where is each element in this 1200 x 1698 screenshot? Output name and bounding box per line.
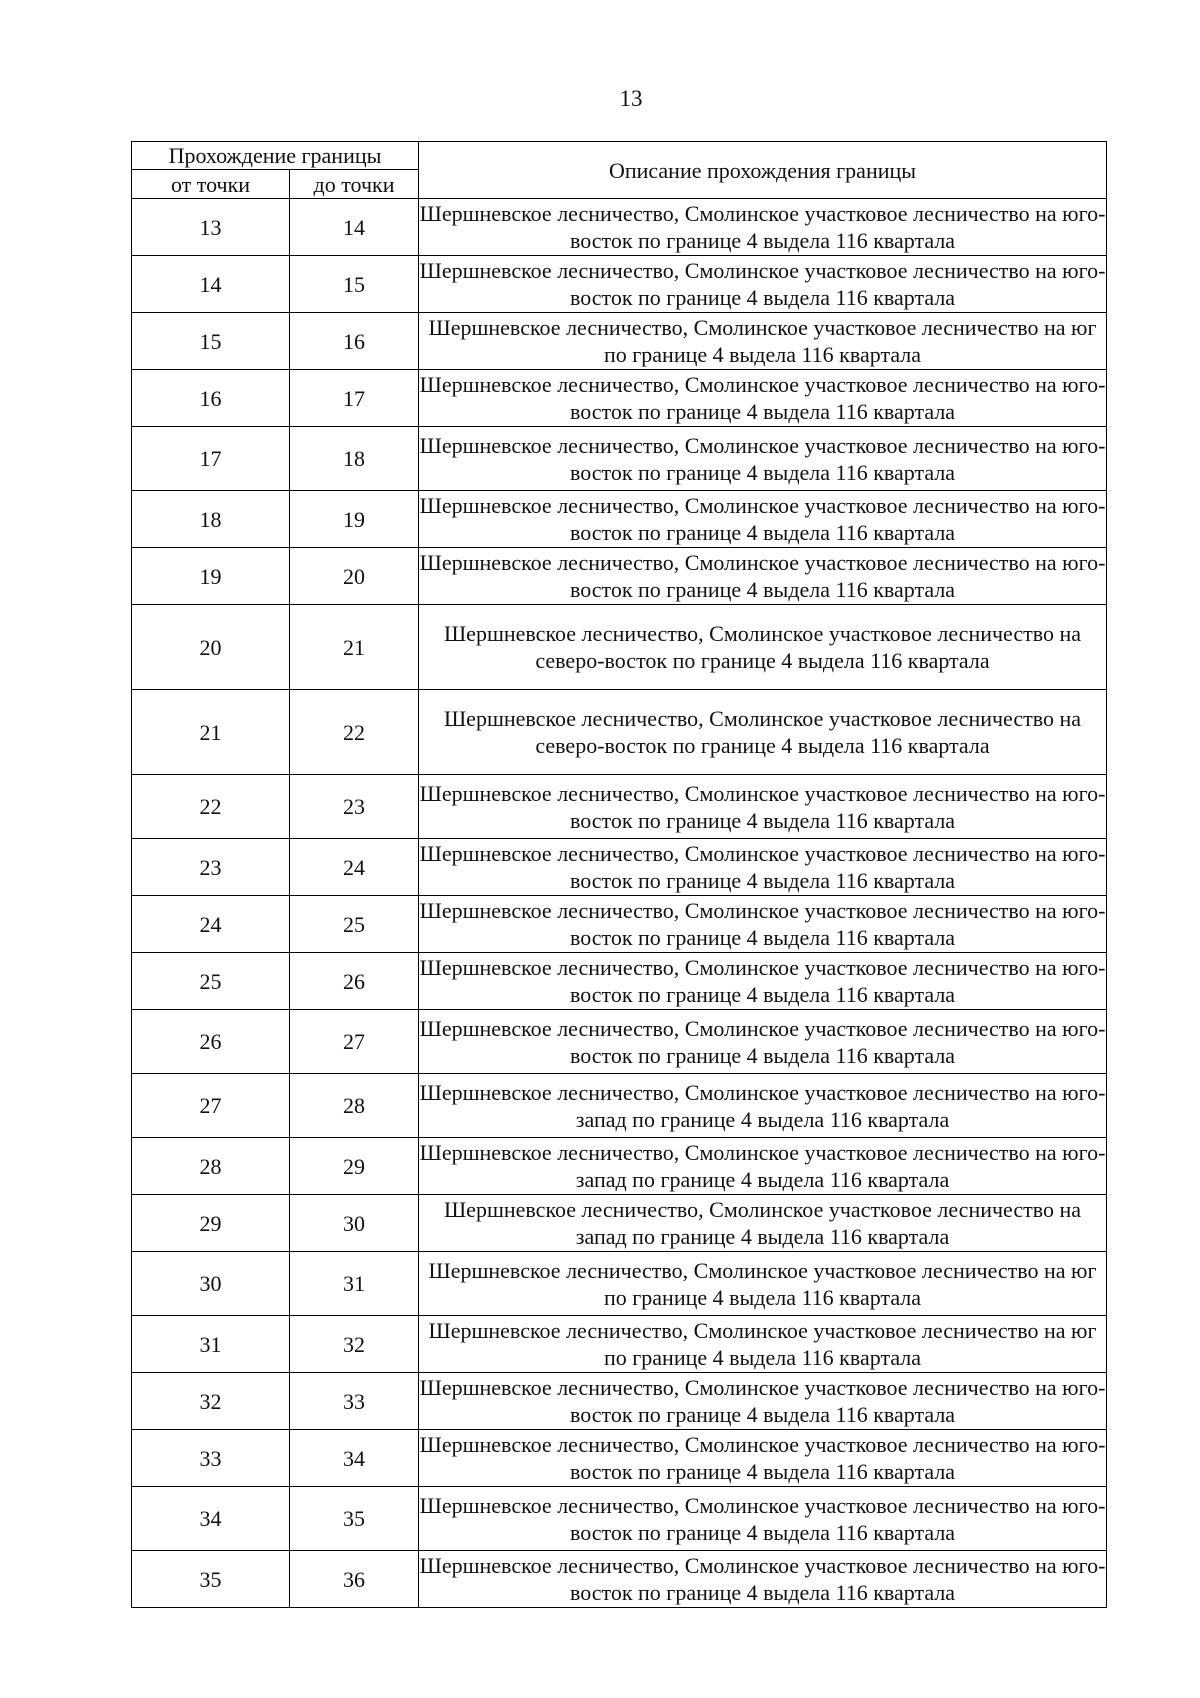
cell-description: Шершневское лесничество, Смолинское участковое лесничество на запад по границе 4 выдела 116 квартала [419,1195,1107,1252]
cell-to-point: 16 [290,313,419,370]
cell-from-point: 20 [132,605,290,690]
border-description-table [131,141,1107,1608]
cell-to-point: 35 [290,1487,419,1551]
table-row [132,1373,1107,1430]
cell-to-point: 14 [290,199,419,256]
cell-from-point: 24 [132,896,290,953]
cell-description: Шершневское лесничество, Смолинское участковое лесничество на юго-запад по границе 4 выдела 116 квартала [419,1074,1107,1138]
table-row [132,953,1107,1010]
table-row [132,690,1107,775]
cell-from-point: 35 [132,1551,290,1608]
cell-to-point: 30 [290,1195,419,1252]
cell-from-point: 21 [132,690,290,775]
table-row [132,839,1107,896]
cell-description: Шершневское лесничество, Смолинское участковое лесничество на юго-восток по границе 4 выдела 116 квартала [419,256,1107,313]
cell-from-point: 16 [132,370,290,427]
cell-to-point: 19 [290,491,419,548]
cell-description: Шершневское лесничество, Смолинское участковое лесничество на юго-восток по границе 4 выдела 116 квартала [419,199,1107,256]
table-row [132,1010,1107,1074]
cell-to-point: 20 [290,548,419,605]
cell-description: Шершневское лесничество, Смолинское участковое лесничество на юго-восток по границе 4 выдела 116 квартала [419,775,1107,839]
cell-to-point: 22 [290,690,419,775]
cell-description: Шершневское лесничество, Смолинское участковое лесничество на юг по границе 4 выдела 116 квартала [419,1252,1107,1316]
cell-from-point: 25 [132,953,290,1010]
cell-from-point: 27 [132,1074,290,1138]
table-row [132,491,1107,548]
table-row [132,1316,1107,1373]
table-row [132,427,1107,491]
cell-from-point: 33 [132,1430,290,1487]
cell-to-point: 24 [290,839,419,896]
cell-to-point: 36 [290,1551,419,1608]
cell-to-point: 25 [290,896,419,953]
cell-from-point: 26 [132,1010,290,1074]
cell-description: Шершневское лесничество, Смолинское участковое лесничество на юг по границе 4 выдела 116 квартала [419,313,1107,370]
table-row [132,1252,1107,1316]
table-row [132,605,1107,690]
cell-description: Шершневское лесничество, Смолинское участковое лесничество на юго-восток по границе 4 выдела 116 квартала [419,1010,1107,1074]
cell-to-point: 17 [290,370,419,427]
cell-to-point: 18 [290,427,419,491]
header-from-point: от точки [132,170,290,199]
cell-from-point: 19 [132,548,290,605]
cell-description: Шершневское лесничество, Смолинское участковое лесничество на северо-восток по границе 4 выдела 116 квартала [419,690,1107,775]
table-row [132,313,1107,370]
header-description: Описание прохождения границы [419,142,1107,199]
table-row [132,896,1107,953]
cell-description: Шершневское лесничество, Смолинское участковое лесничество на юго-восток по границе 4 выдела 116 квартала [419,548,1107,605]
table-row [132,1551,1107,1608]
cell-description: Шершневское лесничество, Смолинское участковое лесничество на юго-восток по границе 4 выдела 116 квартала [419,1430,1107,1487]
cell-from-point: 13 [132,199,290,256]
table-row [132,1138,1107,1195]
table-row [132,1074,1107,1138]
cell-description: Шершневское лесничество, Смолинское участковое лесничество на юго-восток по границе 4 выдела 116 квартала [419,953,1107,1010]
cell-to-point: 26 [290,953,419,1010]
cell-description: Шершневское лесничество, Смолинское участковое лесничество на юго-восток по границе 4 выдела 116 квартала [419,839,1107,896]
page-number: 13 [619,86,643,111]
cell-from-point: 15 [132,313,290,370]
cell-from-point: 22 [132,775,290,839]
cell-from-point: 34 [132,1487,290,1551]
cell-from-point: 29 [132,1195,290,1252]
cell-to-point: 32 [290,1316,419,1373]
cell-to-point: 33 [290,1373,419,1430]
cell-from-point: 28 [132,1138,290,1195]
cell-from-point: 23 [132,839,290,896]
cell-from-point: 17 [132,427,290,491]
cell-description: Шершневское лесничество, Смолинское участковое лесничество на юго-восток по границе 4 выдела 116 квартала [419,1373,1107,1430]
cell-to-point: 34 [290,1430,419,1487]
cell-description: Шершневское лесничество, Смолинское участковое лесничество на юго-восток по границе 4 выдела 116 квартала [419,370,1107,427]
cell-from-point: 31 [132,1316,290,1373]
cell-to-point: 23 [290,775,419,839]
cell-to-point: 21 [290,605,419,690]
cell-description: Шершневское лесничество, Смолинское участковое лесничество на юго-восток по границе 4 выдела 116 квартала [419,896,1107,953]
table-row [132,256,1107,313]
cell-to-point: 28 [290,1074,419,1138]
cell-to-point: 29 [290,1138,419,1195]
cell-to-point: 27 [290,1010,419,1074]
cell-description: Шершневское лесничество, Смолинское участковое лесничество на юго-восток по границе 4 выдела 116 квартала [419,491,1107,548]
table-row [132,370,1107,427]
cell-description: Шершневское лесничество, Смолинское участковое лесничество на юго-восток по границе 4 выдела 116 квартала [419,1551,1107,1608]
header-to-point: до точки [290,170,419,199]
cell-description: Шершневское лесничество, Смолинское участковое лесничество на юго-восток по границе 4 выдела 116 квартала [419,1487,1107,1551]
header-boundary-passage: Прохождение границы [132,142,419,170]
table-row [132,548,1107,605]
table-row [132,1430,1107,1487]
table-row [132,199,1107,256]
table-row [132,1487,1107,1551]
cell-from-point: 14 [132,256,290,313]
cell-from-point: 32 [132,1373,290,1430]
cell-to-point: 31 [290,1252,419,1316]
table-row [132,1195,1107,1252]
cell-description: Шершневское лесничество, Смолинское участковое лесничество на северо-восток по границе 4 выдела 116 квартала [419,605,1107,690]
cell-from-point: 30 [132,1252,290,1316]
cell-description: Шершневское лесничество, Смолинское участковое лесничество на юг по границе 4 выдела 116 квартала [419,1316,1107,1373]
cell-to-point: 15 [290,256,419,313]
cell-from-point: 18 [132,491,290,548]
cell-description: Шершневское лесничество, Смолинское участковое лесничество на юго-запад по границе 4 выдела 116 квартала [419,1138,1107,1195]
cell-description: Шершневское лесничество, Смолинское участковое лесничество на юго-восток по границе 4 выдела 116 квартала [419,427,1107,491]
table-body [132,199,1107,1608]
table-row [132,775,1107,839]
